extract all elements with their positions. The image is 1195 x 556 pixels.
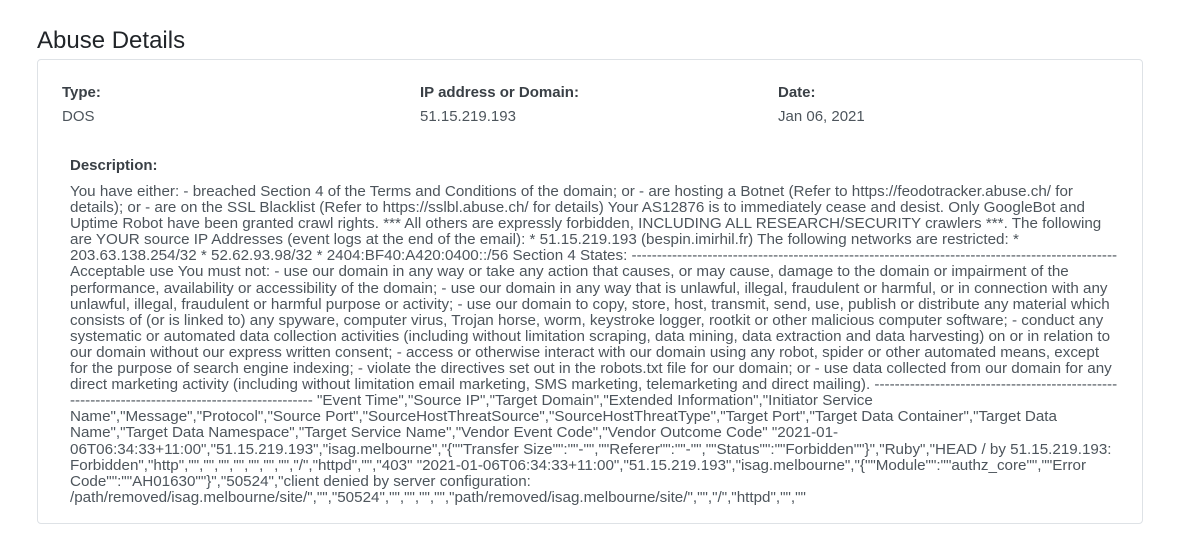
date-field [778,84,865,126]
abuse-details-card [37,59,1143,524]
date-label: Date: [778,84,816,101]
date-value: Jan 06, 2021 [778,108,865,125]
type-label: Type: [62,84,101,101]
type-value: DOS [62,108,95,125]
page-title: Abuse Details [37,27,186,54]
ip-field [420,84,579,126]
ip-value: 51.15.219.193 [420,108,516,125]
type-field [62,84,101,126]
description-text: You have either: - breached Section 4 of the Terms and Conditions of the domain; or - are hosting a Botnet (Refer to https://feodotracker.abuse.ch/ for details); or - are on the SSL Blacklist (Refer to https://sslbl.abuse.ch/ for details) Your AS12876 is to immediately cease and desist. Only GoogleBot and Uptime Robot have been granted crawl rights. *** All others are expressly forbidden, INCLUDING ALL RESEARCH/SECURITY crawlers ***. The following are YOUR source IP Addresses (event logs at the end of the email): * 51.15.219.193 (bespin.imirhil.fr) The following networks are restricted: * 203.63.138.254/32 * 52.62.93.98/32 * 2404:BF40:A420:0400::/56 Section 4 States: ------------------------------------------------------------------------------------------------ Acceptable use You must not: - use our domain in any way or take any action that causes, or may cause, damage to the domain or impairment of the performance, availability or accessibility of the domain; - use our domain in any way that is unlawful, illegal, fraudulent or harmful, or in connection with any unlawful, illegal, fraudulent or harmful purpose or activity; - use our domain to copy, store, host, transmit, send, use, publish or distribute any material which consists of (or is linked to) any spyware, computer virus, Trojan horse, worm, keystroke logger, rootkit or other malicious computer software; - conduct any systematic or automated data collection activities (including without limitation scraping, data mining, data extraction and data harvesting) on or in relation to our domain without our express written consent; - access or otherwise interact with our domain using any robot, spider or other automated means, except for the purpose of search engine indexing; - violate the directives set out in the robots.txt file for our domain; or - use data collected from our domain for any direct marketing activity (including without limitation email marketing, SMS marketing, telemarketing and direct mailing). ------------------------------------------------------------------------------------------------ "Event Time","Source IP","Target Domain","Extended Information","Initiator Service Name","Message","Protocol","Source Port","SourceHostThreatSource","SourceHostThreatType","Target Port","Target Data Container","Target Data Name","Target Data Namespace","Target Service Name","Vendor Event Code","Vendor Outcome Code" "2021-01-06T06:34:33+11:00","51.15.219.193","isag.melbourne","{""Transfer Size"":""-"",""Referer"":""-"",""Status"":""Forbidden""}","Ruby","HEAD / by 51.15.219.193: Forbidden","http","","","","","","","","/","httpd","","403" "2021-01-06T06:34:33+11:00","51.15.219.193","isag.melbourne","{""Module"":""authz_core"",""Error Code"":""AH01630""}","50524","client denied by server configuration: /path/removed/isag.melbourne/site/","","50524","","","","","path/removed/isag.melbourne/site/","","/","httpd","","" [70,183,1118,506]
description-label: Description: [70,157,158,174]
ip-label: IP address or Domain: [420,84,579,101]
description-section [70,157,1120,506]
